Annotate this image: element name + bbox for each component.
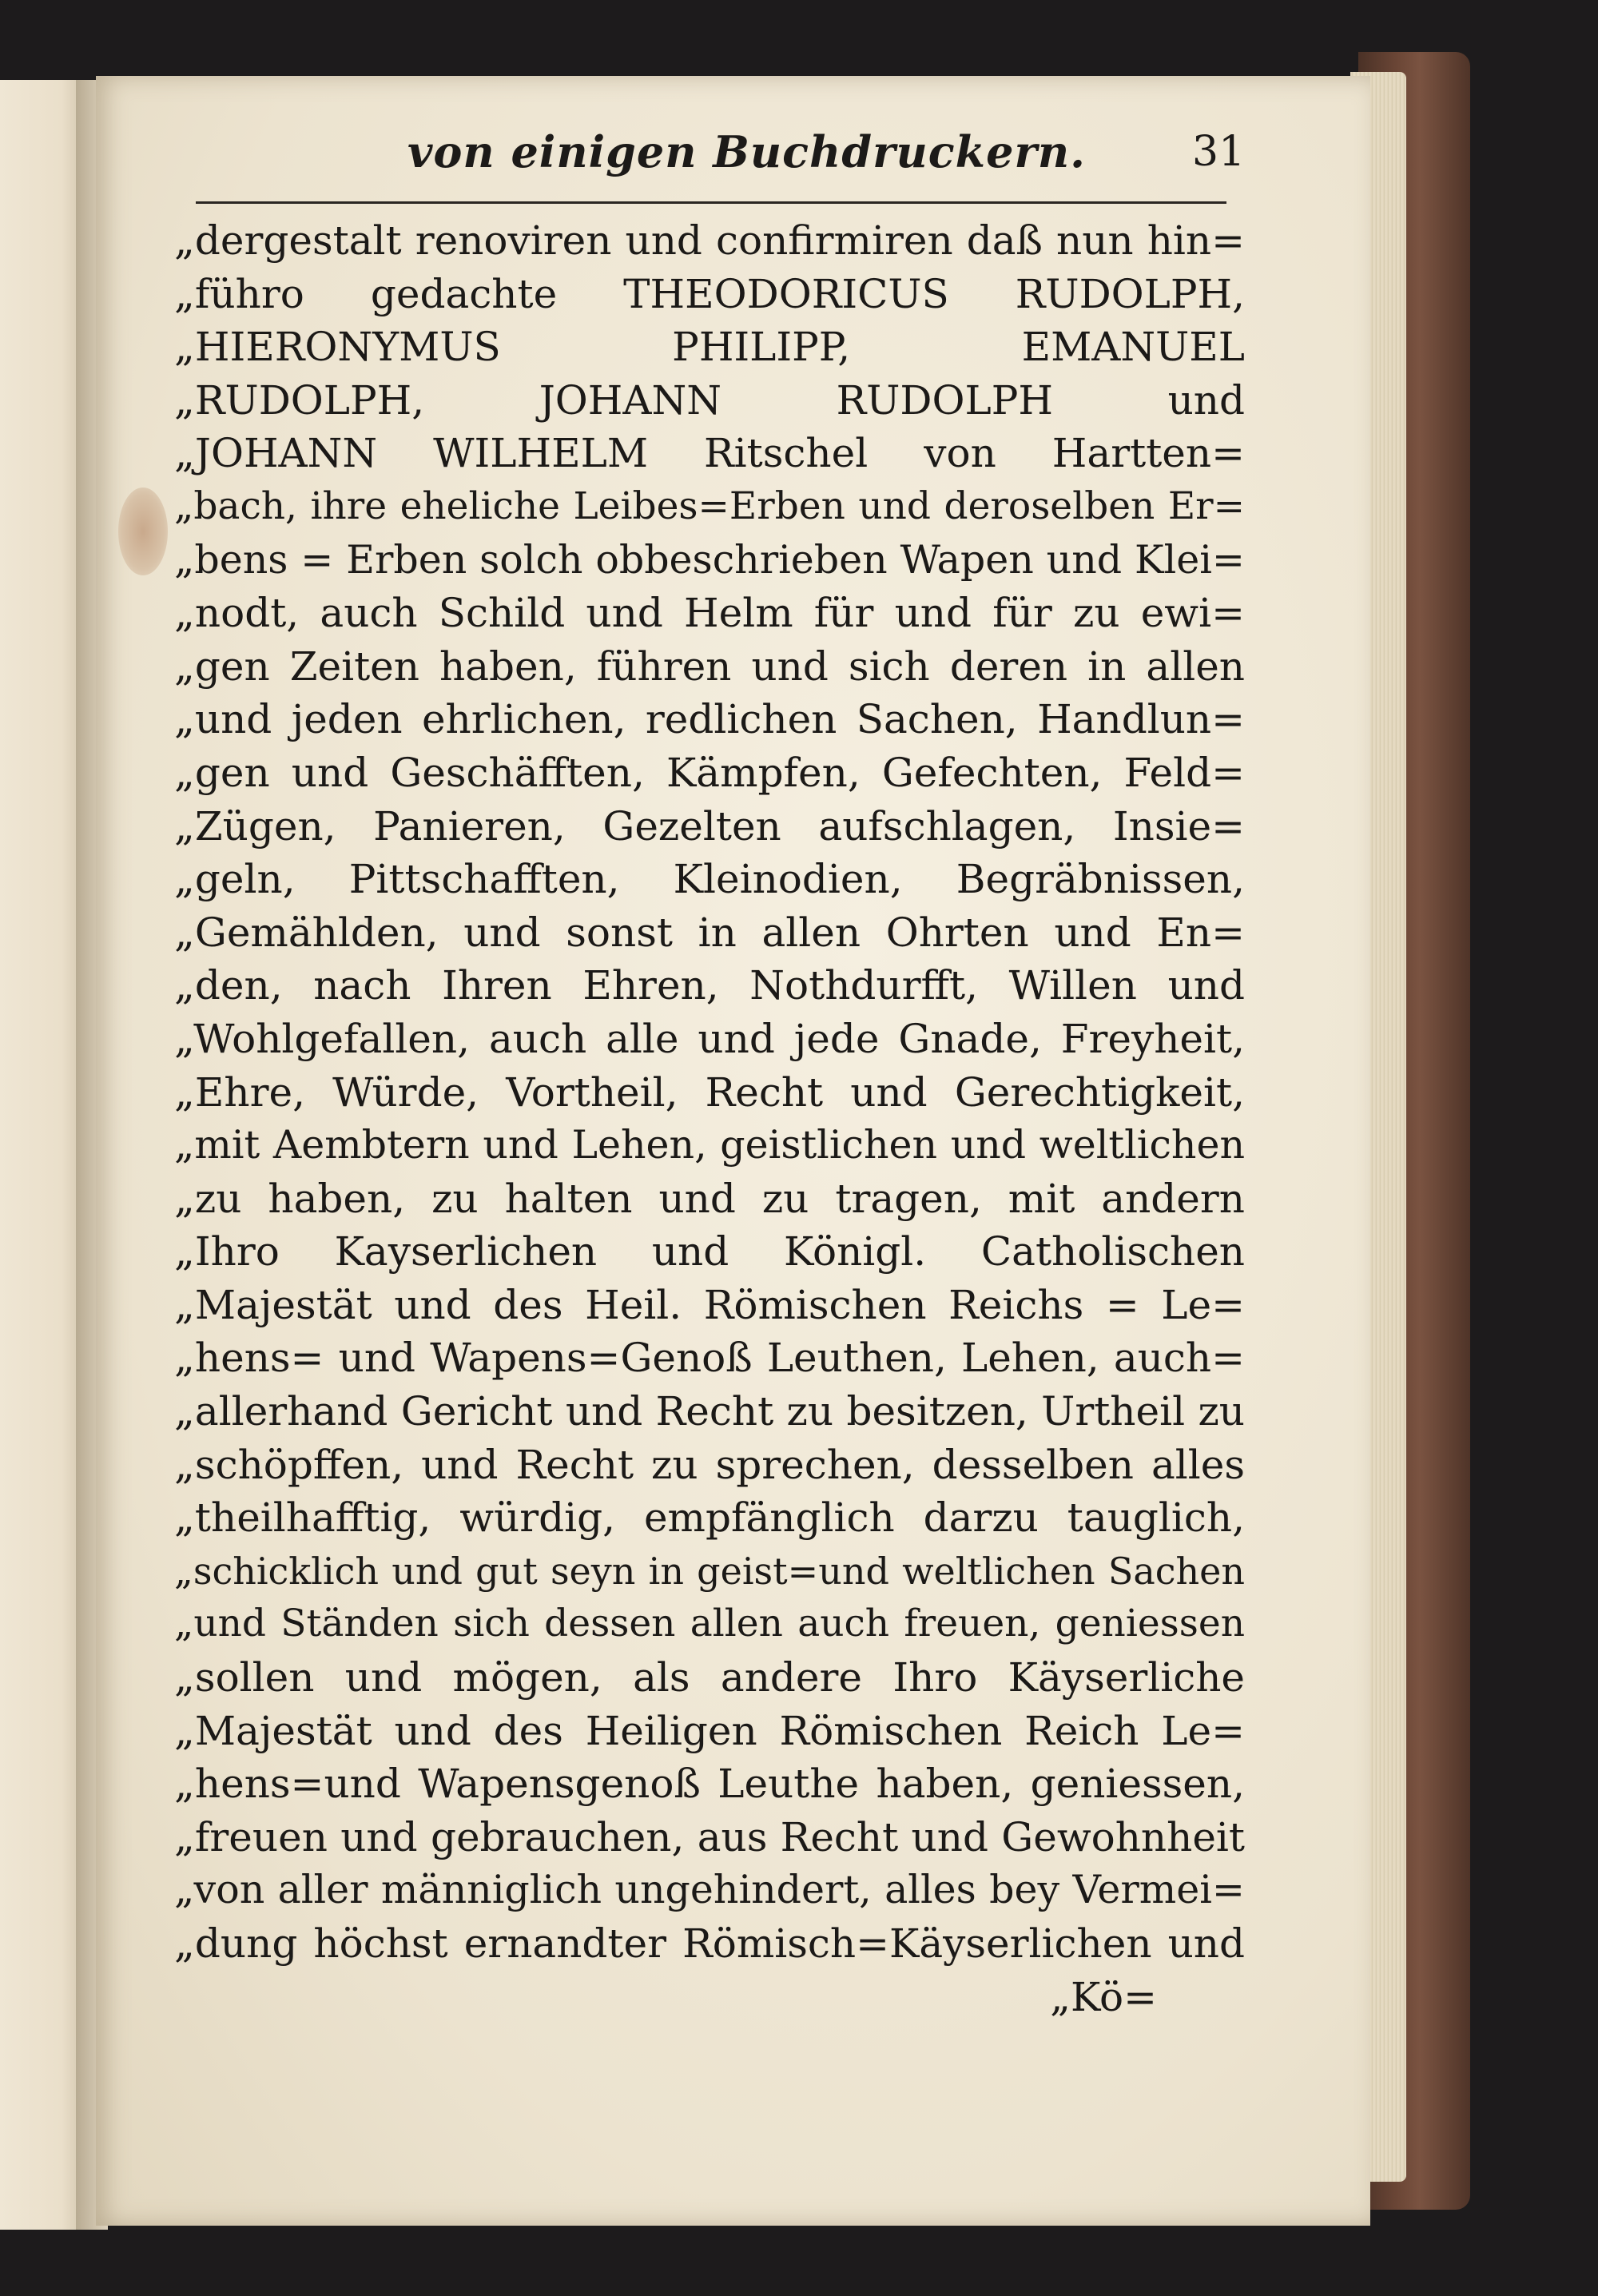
text-line: „zu haben, zu halten und zu tragen, mit andern xyxy=(174,1175,1245,1222)
text-line: „Majestät und des Heil. Römischen Reichs = Le= xyxy=(174,1281,1245,1328)
text-line: „schicklich und gut seyn in geist=und weltlichen Sachen xyxy=(174,1549,1245,1593)
text-line: „hens=und Wapensgenoß Leuthe haben, geniessen, xyxy=(174,1761,1245,1808)
text-line: „JOHANN WILHELM Ritschel von Hartten= xyxy=(174,430,1245,477)
text-line: „führo gedachte THEODORICUS RUDOLPH, xyxy=(174,270,1245,317)
left-facing-page xyxy=(0,80,88,2230)
text-line: „dung höchst ernandter Römisch=Käyserlichen und xyxy=(174,1920,1245,1967)
text-line: „theilhafftig, würdig, empfänglich darzu tauglich, xyxy=(174,1494,1245,1542)
text-line: „RUDOLPH, JOHANN RUDOLPH und xyxy=(174,376,1245,424)
text-line: „Zügen, Panieren, Gezelten aufschlagen, Insie= xyxy=(174,802,1245,850)
running-head xyxy=(304,126,1342,182)
body-text xyxy=(174,214,1245,2023)
text-line: „nodt, auch Schild und Helm für und für zu ewi= xyxy=(174,590,1245,637)
text-line: „hens= und Wapens=Genoß Leuthen, Lehen, auch= xyxy=(174,1335,1245,1382)
text-line: „HIERONYMUS PHILIPP, EMANUEL xyxy=(174,324,1245,371)
text-line: „Ihro Kayserlichen und Königl. Catholischen xyxy=(174,1228,1245,1275)
text-line: „und jeden ehrlichen, redlichen Sachen, Handlun= xyxy=(174,696,1245,743)
running-title: von einigen Buchdruckern. xyxy=(407,126,1086,177)
text-line: „Gemählden, und sonst in allen Ohrten und En= xyxy=(174,909,1245,956)
header-rule xyxy=(196,201,1226,204)
text-line: „bach, ihre eheliche Leibes=Erben und deroselben Er= xyxy=(174,483,1245,528)
page-number: 31 xyxy=(1192,128,1246,176)
text-line: „Ehre, Würde, Vortheil, Recht und Gerechtigkeit, xyxy=(174,1068,1245,1116)
text-line: „allerhand Gericht und Recht zu besitzen, Urtheil zu xyxy=(174,1388,1245,1435)
text-line: „von aller männiglich ungehindert, alles bey Vermei= xyxy=(174,1867,1245,1913)
text-line: „Majestät und des Heiligen Römischen Reich Le= xyxy=(174,1707,1245,1754)
catchword: „Kö= xyxy=(1050,1973,1157,2020)
text-line: „mit Aembtern und Lehen, geistlichen und weltlichen xyxy=(174,1122,1245,1168)
text-line: „und Ständen sich dessen allen auch freuen, geniessen xyxy=(174,1602,1245,1646)
text-line: „bens = Erben solch obbeschrieben Wapen und Klei= xyxy=(174,536,1245,583)
text-line: „gen Zeiten haben, führen und sich deren in allen xyxy=(174,643,1245,690)
text-line: „gen und Geschäfften, Kämpfen, Gefechten, Feld= xyxy=(174,749,1245,796)
text-line: „dergestalt renoviren und confirmiren daß nun hin= xyxy=(174,217,1245,264)
paper-stain xyxy=(118,487,168,575)
text-line: „schöpffen, und Recht zu sprechen, desselben alles xyxy=(174,1441,1245,1488)
text-line: „freuen und gebrauchen, aus Recht und Gewohnheit xyxy=(174,1813,1245,1860)
text-line: „sollen und mögen, als andere Ihro Käyserliche xyxy=(174,1654,1245,1701)
text-line: „Wohlgefallen, auch alle und jede Gnade, Freyheit, xyxy=(174,1015,1245,1062)
text-line: „geln, Pittschafften, Kleinodien, Begräbnissen, xyxy=(174,856,1245,903)
text-line: „den, nach Ihren Ehren, Nothdurfft, Willen und xyxy=(174,962,1245,1009)
